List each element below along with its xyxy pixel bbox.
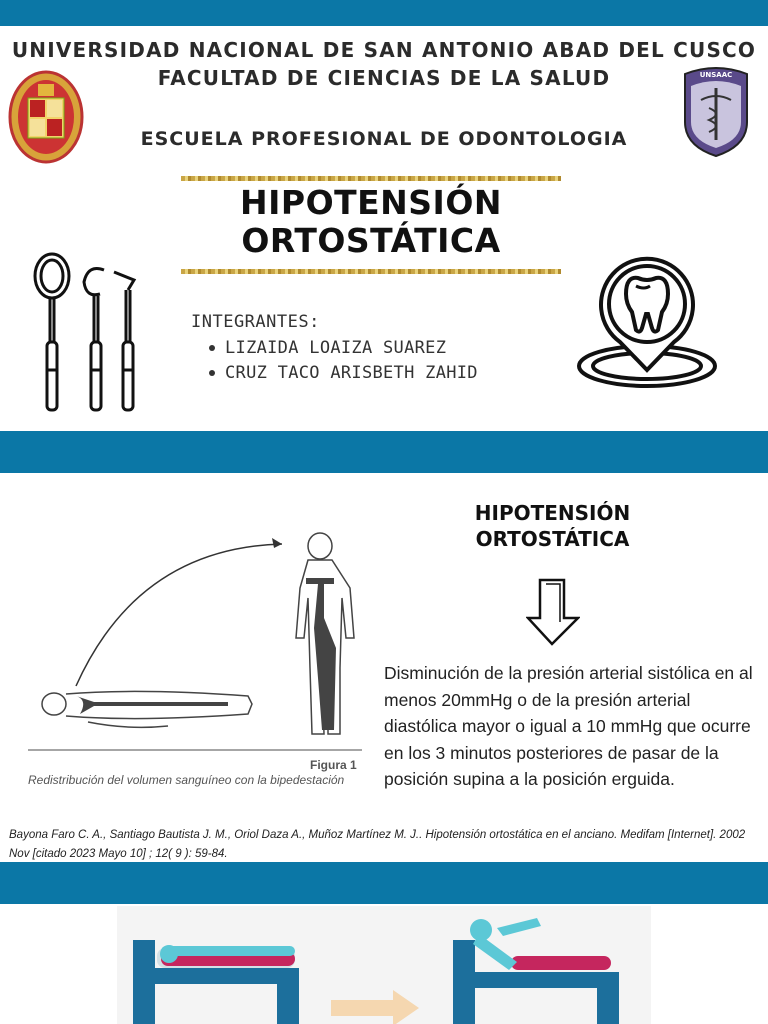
bed-position-illustration	[117, 906, 651, 1024]
section-title	[430, 500, 675, 552]
bed-icon	[453, 918, 619, 1024]
bullet-icon	[209, 370, 215, 376]
bed-icon	[133, 940, 299, 1024]
bullet-icon	[209, 345, 215, 351]
university-name: UNIVERSIDAD NACIONAL DE SAN ANTONIO ABAD DEL CUSCO	[11, 38, 757, 62]
section-title-line1: HIPOTENSIÓN	[474, 501, 631, 525]
gold-bar-top	[181, 176, 561, 181]
figure-caption: Redistribución del volumen sanguíneo con la bipedestación	[28, 773, 345, 787]
definition-text: Disminución de la presión arterial sistólica en al menos 20mmHg o de la presión arterial diastólica mayor o igual a 10 mmHg que ocurre en los 3 minutos posteriores de pasar de la posición supina a la posición erguida.	[384, 663, 753, 789]
blood-redistribution-figure	[28, 528, 368, 754]
bottom-band	[0, 862, 768, 904]
member-name: CRUZ TACO ARISBETH ZAHID	[225, 363, 478, 383]
team-member	[209, 363, 478, 383]
team-label: INTEGRANTES:	[191, 312, 320, 332]
main-title	[181, 184, 561, 260]
figure-number: Figura 1	[310, 758, 357, 772]
member-name: LIZAIDA LOAIZA SUAREZ	[225, 338, 447, 358]
logo-text: UNSAAC	[699, 71, 733, 79]
main-title-line2: ORTOSTÁTICA	[241, 221, 501, 260]
faculty-name: FACULTAD DE CIENCIAS DE LA SALUD	[157, 66, 611, 90]
middle-band	[0, 431, 768, 473]
university-heading	[0, 36, 768, 92]
gold-bar-bottom	[181, 269, 561, 274]
bibliographic-reference: Bayona Faro C. A., Santiago Bautista J. M., Oriol Daza A., Muñoz Martínez M. J.. Hipotensión ortostática en el anciano. Medifam [Internet]. 2002 Nov [citado 2023 Mayo 10] ; 12( 9 ): 59-84.	[9, 829, 746, 860]
bed-illustration-panel	[117, 906, 651, 1024]
tooth-location-icon	[576, 248, 718, 390]
team-member	[209, 338, 446, 358]
school-name: ESCUELA PROFESIONAL DE ODONTOLOGIA	[140, 128, 628, 150]
section-title-line2: ORTOSTÁTICA	[475, 527, 630, 551]
right-arrow-icon	[331, 990, 419, 1024]
top-band	[0, 0, 768, 26]
main-title-line1: HIPOTENSIÓN	[239, 183, 503, 222]
dental-tools-icon	[28, 250, 140, 414]
down-arrow-icon	[526, 578, 580, 646]
